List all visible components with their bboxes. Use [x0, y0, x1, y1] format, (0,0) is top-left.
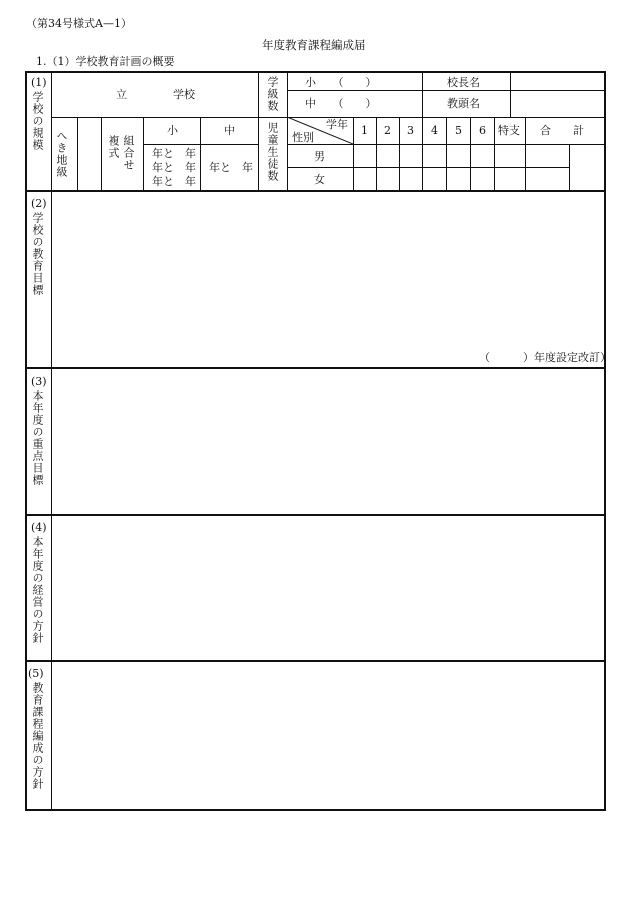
grade-tokushi: 特支 [498, 124, 520, 137]
grade-3: 3 [407, 124, 414, 137]
male-label: 男 [314, 150, 325, 163]
gakko-label: 学校 [173, 88, 195, 101]
fukushiki-label: 複式 [107, 135, 120, 159]
sho-classes-row: 小 （ ） [305, 76, 377, 89]
grade-6: 6 [479, 124, 486, 137]
section-divider-2 [26, 367, 605, 369]
grade-1: 1 [361, 124, 368, 137]
vice-principal-label: 教頭名 [447, 97, 480, 110]
gakkyu-label: 学級数 [266, 76, 279, 112]
v-101 [101, 117, 102, 190]
sho-header: 小 [167, 124, 178, 137]
shochu-header-line [143, 144, 258, 145]
grade-2: 2 [384, 124, 391, 137]
v-446 [446, 117, 447, 190]
principal-label: 校長名 [447, 76, 480, 89]
v-143 [143, 117, 144, 190]
section3-label: 本年度の重点目標 [31, 390, 44, 486]
section5-num: (5) [28, 667, 44, 680]
v-422 [422, 117, 423, 190]
jido-seito-label: 児童生徒数 [266, 122, 279, 182]
section-heading: 1.（1）学校教育計画の概要 [36, 55, 175, 68]
v-399 [399, 117, 400, 190]
v-77 [77, 117, 78, 190]
v-376 [376, 117, 377, 190]
v-525 [525, 117, 526, 190]
section-divider-3 [26, 514, 605, 516]
total-header: 合 計 [540, 124, 584, 137]
section4-label: 本年度の経営の方針 [31, 536, 44, 644]
section2-note: （ ）年度設定改訂） [479, 351, 611, 364]
chu-classes-row: 中 （ ） [305, 97, 377, 110]
section-divider-1 [26, 190, 605, 192]
v-510-top [510, 72, 511, 117]
section2-label: 学校の教育目標 [31, 212, 44, 296]
female-label: 女 [314, 173, 325, 186]
v-569 [569, 144, 570, 190]
v-422-top [422, 72, 423, 117]
section2-num: (2) [31, 197, 47, 210]
chu-combo: 年と 年 [209, 161, 253, 174]
section3-num: (3) [31, 375, 47, 388]
chu-header: 中 [224, 124, 235, 137]
male-female-line [287, 167, 569, 168]
row1-mid-divider [287, 90, 605, 91]
ritsu-label: 立 [116, 88, 127, 101]
v-470 [470, 117, 471, 190]
gakunen-label: 学年 [326, 118, 348, 131]
sho-combo-3: 年と 年 [152, 175, 196, 188]
sho-combo-2: 年と 年 [152, 161, 196, 174]
sho-combo-1: 年と 年 [152, 147, 196, 160]
v-494 [494, 117, 495, 190]
section1-label: 学校の規模 [31, 91, 44, 151]
section1-num: (1) [31, 76, 47, 89]
hekichi-label: へき地級 [55, 130, 68, 178]
form-title: 年度教育課程編成届 [262, 38, 366, 52]
form-number: （第34号様式A—1） [26, 17, 132, 30]
v-200 [200, 117, 201, 190]
grade-4: 4 [431, 124, 438, 137]
section4-num: (4) [31, 521, 47, 534]
label-column-divider [51, 72, 52, 810]
section5-label: 教育課程編成の方針 [31, 682, 44, 790]
v-353 [353, 117, 354, 190]
seibetsu-label: 性別 [292, 131, 314, 144]
section-divider-4 [26, 660, 605, 662]
kumiawase-label: 組合せ [122, 135, 135, 171]
grade-5: 5 [455, 124, 462, 137]
row1-divider-left [52, 117, 258, 118]
v-258 [258, 72, 259, 190]
